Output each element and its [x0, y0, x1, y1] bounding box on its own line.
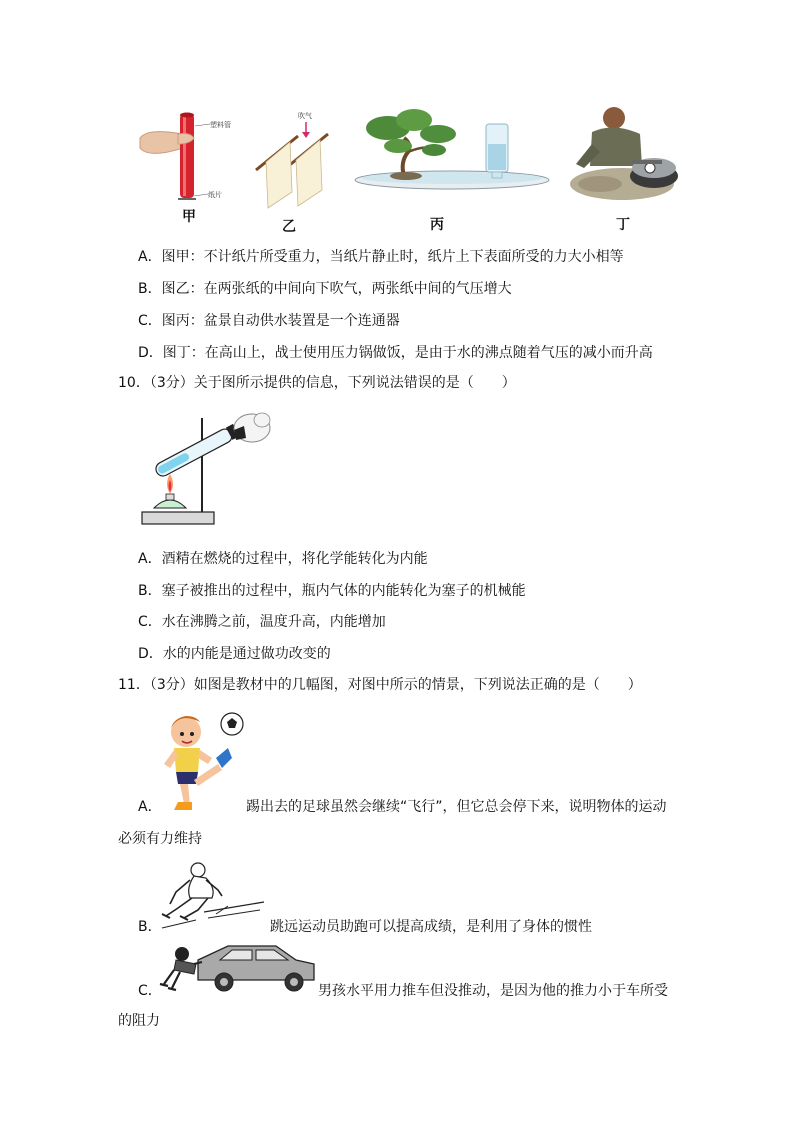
option-letter: A． [138, 249, 162, 265]
q10-option-d [138, 645, 331, 663]
figure-label-bing: 丙 [430, 217, 444, 233]
blow-annotation: 吹气 [298, 112, 312, 120]
figure-yi [248, 108, 344, 236]
plastic-tube-annotation: 塑料管 [210, 121, 231, 129]
option-letter: A． [138, 551, 162, 567]
q9-option-b [138, 280, 512, 298]
q11-option-b-letter: B． [138, 919, 162, 935]
option-text: 水的内能是通过做功改变的 [162, 646, 331, 662]
q10-option-c [138, 613, 386, 631]
figure-label-yi: 乙 [282, 219, 296, 235]
option-letter: B． [138, 281, 162, 297]
q11-option-a-text: 踢出去的足球虽然会继续“飞行”，但它总会停下来，说明物体的运动 [246, 799, 667, 815]
q11-figure-soccer-boy [160, 708, 248, 812]
figure-label-ding: 丁 [616, 217, 630, 233]
option-letter: D． [138, 345, 163, 361]
paper-card-annotation: 纸片 [208, 191, 222, 199]
q11-option-a-letter: A． [138, 799, 162, 815]
q11-option-a-text-cont: 必须有力维持 [118, 831, 202, 847]
q10-figure-test-tube-apparatus [140, 408, 272, 530]
option-letter: C． [138, 614, 162, 630]
option-letter: B． [138, 583, 162, 599]
option-text: 酒精在燃烧的过程中，将化学能转化为内能 [161, 551, 428, 567]
q10-stem: 10．（3分）关于图所示提供的信息，下列说法错误的是（ ） [118, 375, 516, 391]
option-text: 图丙：盆景自动供水装置是一个连通器 [161, 313, 400, 329]
q11-figure-boy-pushing-car [158, 938, 318, 994]
figure-ding [570, 104, 680, 234]
option-text: 图甲：不计纸片所受重力，当纸片静止时，纸片上下表面所受的力大小相等 [161, 249, 624, 265]
q10-option-b [138, 582, 526, 600]
figure-jia [138, 108, 238, 225]
q11-option-c-text-cont: 的阻力 [118, 1013, 160, 1029]
q11-figure-long-jump [156, 858, 268, 932]
option-text: 塞子被推出的过程中，瓶内气体的内能转化为塞子的机械能 [161, 583, 526, 599]
figure-label-jia: 甲 [182, 209, 196, 225]
q11-option-b-text: 跳远运动员助跑可以提高成绩，是利用了身体的惯性 [270, 919, 592, 935]
option-text: 图乙：在两张纸的中间向下吹气，两张纸中间的气压增大 [161, 281, 512, 297]
q11-stem: 11．（3分）如图是教材中的几幅图，对图中所示的情景，下列说法正确的是（ ） [118, 677, 642, 693]
option-letter: D． [138, 646, 163, 662]
q11-option-c-letter: C． [138, 983, 162, 999]
q11-option-c-text: 男孩水平用力推车但没推动，是因为他的推力小于车所受 [318, 983, 668, 999]
q9-option-a [138, 248, 624, 266]
q9-option-c [138, 312, 400, 330]
option-text: 水在沸腾之前，温度升高，内能增加 [161, 614, 386, 630]
figure-bing [352, 104, 552, 234]
q10-option-a [138, 550, 428, 568]
q9-option-d [138, 344, 653, 362]
option-letter: C． [138, 313, 162, 329]
option-text: 图丁：在高山上，战士使用压力锅做饭，是由于水的沸点随着气压的减小而升高 [162, 345, 653, 361]
